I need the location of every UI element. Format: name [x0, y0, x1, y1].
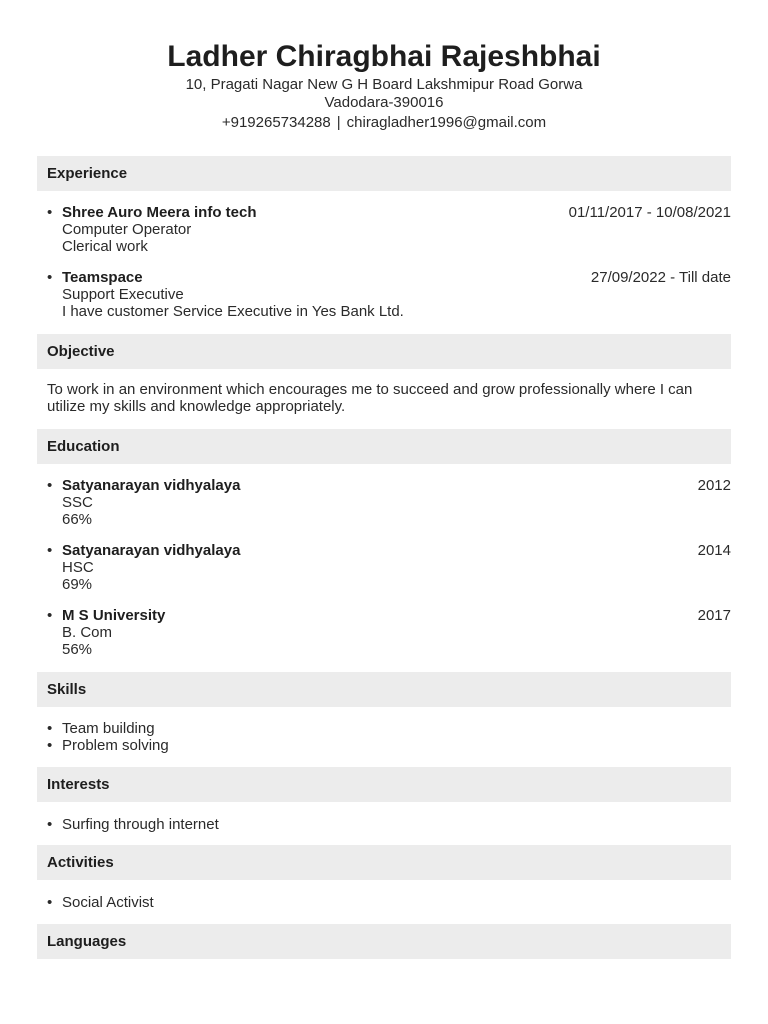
experience-company: Shree Auro Meera info tech: [62, 204, 257, 221]
education-institution: Satyanarayan vidhyalaya: [62, 542, 241, 559]
education-score: 56%: [62, 641, 93, 658]
email-address: chiragladher1996@gmail.com: [346, 114, 547, 131]
bullet-marker: •: [47, 542, 53, 559]
education-year: 2012: [697, 477, 731, 494]
section-header-objective: Objective: [37, 334, 731, 369]
activity-label: Social Activist: [62, 894, 154, 911]
experience-item: [47, 269, 731, 320]
address-line-1: 10, Pragati Nagar New G H Board Lakshmipur Road Gorwa: [185, 76, 583, 93]
education-year: 2014: [697, 542, 731, 559]
bullet-marker: •: [47, 204, 53, 221]
resume-header: [0, 0, 768, 133]
education-institution: Satyanarayan vidhyalaya: [62, 477, 241, 494]
contact-line: [0, 113, 768, 133]
experience-dates: 27/09/2022 - Till date: [590, 269, 731, 286]
section-header-experience: Experience: [37, 156, 731, 191]
section-header-skills: Skills: [37, 672, 731, 707]
experience-description: Clerical work: [62, 238, 148, 255]
section-header-education: Education: [37, 429, 731, 464]
skill-label: Team building: [62, 720, 155, 737]
experience-role: Support Executive: [62, 286, 184, 303]
interest-label: Surfing through internet: [62, 816, 219, 833]
bullet-marker: •: [47, 269, 53, 286]
education-score: 69%: [62, 576, 93, 593]
experience-dates: 01/11/2017 - 10/08/2021: [568, 204, 731, 221]
education-score: 66%: [62, 511, 93, 528]
section-header-activities: Activities: [37, 845, 731, 880]
experience-description: I have customer Service Executive in Yes Bank Ltd.: [62, 303, 404, 320]
education-degree: HSC: [62, 559, 94, 576]
bullet-marker: •: [47, 477, 53, 494]
education-year: 2017: [697, 607, 731, 624]
education-item: [47, 607, 731, 658]
education-institution: M S University: [62, 607, 166, 624]
section-header-interests: Interests: [37, 767, 731, 802]
bullet-marker: •: [47, 737, 53, 754]
bullet-marker: •: [47, 720, 53, 737]
education-item: [47, 542, 731, 593]
education-degree: B. Com: [62, 624, 113, 641]
activity-item: [47, 894, 731, 911]
education-degree: SSC: [62, 494, 93, 511]
interest-item: [47, 816, 731, 833]
skill-label: Problem solving: [62, 737, 169, 754]
experience-company: Teamspace: [62, 269, 143, 286]
experience-role: Computer Operator: [62, 221, 192, 238]
objective-text: To work in an environment which encourages me to succeed and grow professionally where I can utilize my skills and knowledge appropriately.: [47, 381, 693, 415]
experience-item: [47, 204, 731, 255]
education-item: [47, 477, 731, 528]
address-line-2: Vadodara-390016: [324, 94, 444, 111]
bullet-marker: •: [47, 816, 53, 833]
contact-separator: |: [336, 114, 341, 131]
bullet-marker: •: [47, 894, 53, 911]
candidate-name: Ladher Chiragbhai Rajeshbhai: [167, 40, 601, 73]
skill-item: [47, 720, 731, 737]
bullet-marker: •: [47, 607, 53, 624]
phone-number: +919265734288: [221, 114, 331, 131]
skill-item: [47, 737, 731, 754]
section-header-languages: Languages: [37, 924, 731, 959]
